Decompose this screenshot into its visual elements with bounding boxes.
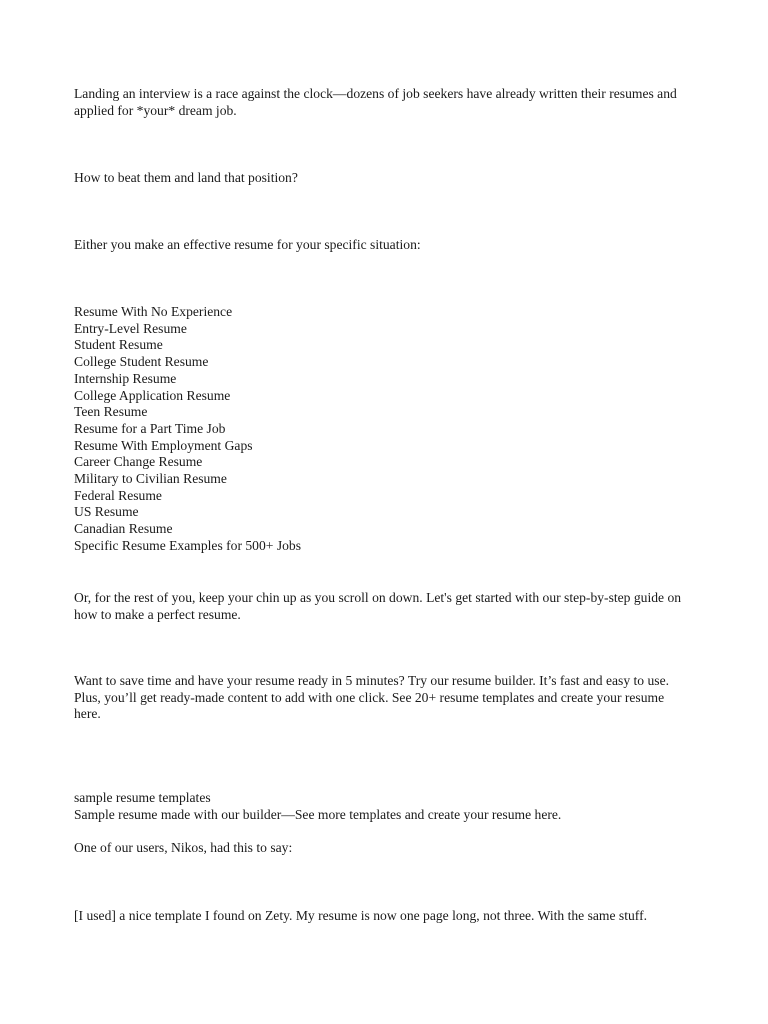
question-paragraph: How to beat them and land that position?: [74, 170, 298, 185]
list-item[interactable]: Career Change Resume: [74, 454, 203, 470]
list-item[interactable]: Resume for a Part Time Job: [74, 420, 226, 436]
either-paragraph: Either you make an effective resume for your specific situation:: [74, 237, 421, 252]
or-rest-paragraph: Or, for the rest of you, keep your chin up as you scroll on down. Let's get started with our step-by-step guide on how to make a perfect resume.: [74, 590, 682, 622]
list-item[interactable]: College Student Resume: [74, 354, 209, 370]
list-item[interactable]: Federal Resume: [74, 487, 162, 503]
list-item[interactable]: Military to Civilian Resume: [74, 471, 227, 487]
image-caption: Sample resume made with our builder—See more templates and create your resume here.: [74, 806, 562, 822]
list-item[interactable]: Canadian Resume: [74, 521, 173, 537]
image-alt-text: sample resume templates: [74, 790, 211, 805]
list-item[interactable]: College Application Resume: [74, 387, 231, 403]
resume-types-list: [74, 304, 694, 555]
list-item[interactable]: Specific Resume Examples for 500+ Jobs: [74, 537, 302, 553]
sample-image-block: [74, 790, 694, 823]
list-item[interactable]: Internship Resume: [74, 370, 177, 386]
list-item[interactable]: Entry-Level Resume: [74, 320, 187, 336]
list-item[interactable]: Teen Resume: [74, 404, 148, 420]
list-item[interactable]: Student Resume: [74, 337, 163, 353]
list-item[interactable]: Resume With Employment Gaps: [74, 437, 253, 453]
list-item[interactable]: Resume With No Experience: [74, 304, 233, 319]
user-intro-paragraph: One of our users, Nikos, had this to say:: [74, 840, 293, 855]
list-item[interactable]: US Resume: [74, 504, 139, 520]
user-quote-paragraph: [I used] a nice template I found on Zety. My resume is now one page long, not three. With the same stuff.: [74, 908, 648, 923]
builder-pitch-paragraph: Want to save time and have your resume ready in 5 minutes? Try our resume builder. It’s fast and easy to use. Plus, you’ll get ready-made content to add with one click. See 20+ resume templates and create your resume here.: [74, 673, 670, 722]
intro-paragraph: Landing an interview is a race against the clock—dozens of job seekers have already written their resumes and applied for *your* dream job.: [74, 86, 677, 118]
